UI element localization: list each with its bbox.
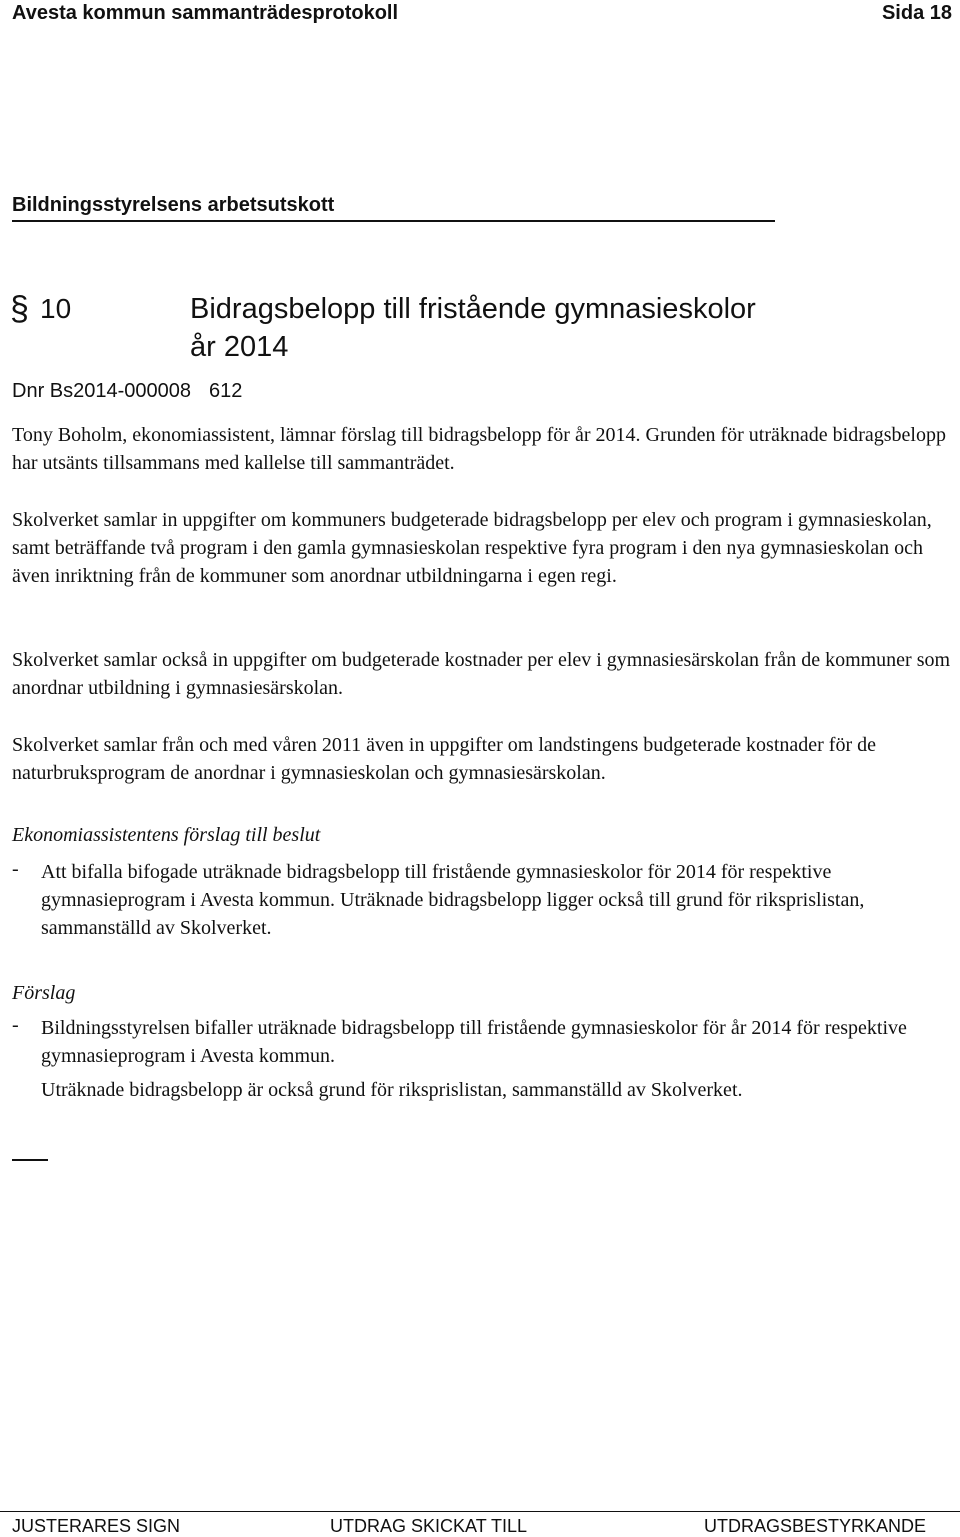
page-header <box>0 0 960 26</box>
section-sign: § <box>10 290 29 328</box>
diary-code: 612 <box>209 380 243 402</box>
footer-signature: JUSTERARES SIGN <box>12 1516 181 1536</box>
forslag-dash: - <box>12 1014 19 1036</box>
paragraph-intro: Tony Boholm, ekonomiassistent, lämnar förslag till bidragsbelopp för år 2014. Grunden för uträknade bidragsbelopp har utsänts tillsammans med kallelse till sammanträdet. <box>12 424 946 474</box>
paragraph-skolverket-3: Skolverket samlar från och med våren 2011 även in uppgifter om landstingens budgeterade kostnader för de naturbruksprogram de anordnar i gymnasieskolan och gymnasiesärskolan. <box>12 734 876 784</box>
forslag-note: Uträknade bidragsbelopp är också grund för riksprislistan, sammanställd av Skolverket. <box>41 1079 743 1101</box>
footer-rule <box>0 1511 960 1512</box>
document-title: Avesta kommun sammanträdesprotokoll <box>12 2 399 24</box>
committee-name: Bildningsstyrelsens arbetsutskott <box>12 194 335 216</box>
forslag-heading: Förslag <box>12 982 76 1004</box>
section-title-line-1: Bidragsbelopp till fristående gymnasieskolor <box>190 293 756 325</box>
section-title <box>190 290 930 366</box>
section-number: 10 <box>40 293 72 324</box>
proposal-heading: Ekonomiassistentens förslag till beslut <box>12 824 321 846</box>
section-end-rule <box>12 1159 48 1161</box>
paragraph-skolverket-1: Skolverket samlar in uppgifter om kommuners budgeterade bidragsbelopp per elev och program i gymnasieskolan, samt beträffande två program i den gamla gymnasieskolan respektive fyra program i den nya gymnasieskolan och även inriktning från de kommuner som anordnar utbildningarna i egen regi. <box>12 509 932 587</box>
footer-certification: UTDRAGSBESTYRKANDE <box>704 1516 927 1536</box>
footer-sent-to: UTDRAG SKICKAT TILL <box>330 1516 528 1536</box>
proposal-dash: - <box>12 858 19 880</box>
section-title-line-2: år 2014 <box>190 331 289 363</box>
page-number: Sida 18 <box>881 2 952 24</box>
paragraph-skolverket-2: Skolverket samlar också in uppgifter om budgeterade kostnader per elev i gymnasiesärskolan från de kommuner som anordnar utbildning i gymnasiesärskolan. <box>12 649 951 699</box>
proposal-item: Att bifalla bifogade uträknade bidragsbelopp till fristående gymnasieskolor för 2014 för respektive gymnasieprogram i Avesta kommun. Uträknade bidragsbelopp ligger också till grund för riksprislistan, sammanställd av Skolverket. <box>41 861 865 939</box>
committee-underline <box>12 220 775 222</box>
forslag-item: Bildningsstyrelsen bifaller uträknade bidragsbelopp till fristående gymnasieskolor för år 2014 för respektive gymnasieprogram i Avesta kommun. <box>41 1017 907 1067</box>
diary-number-label: Dnr Bs2014-000008 <box>12 380 192 402</box>
diary-number <box>12 380 242 403</box>
